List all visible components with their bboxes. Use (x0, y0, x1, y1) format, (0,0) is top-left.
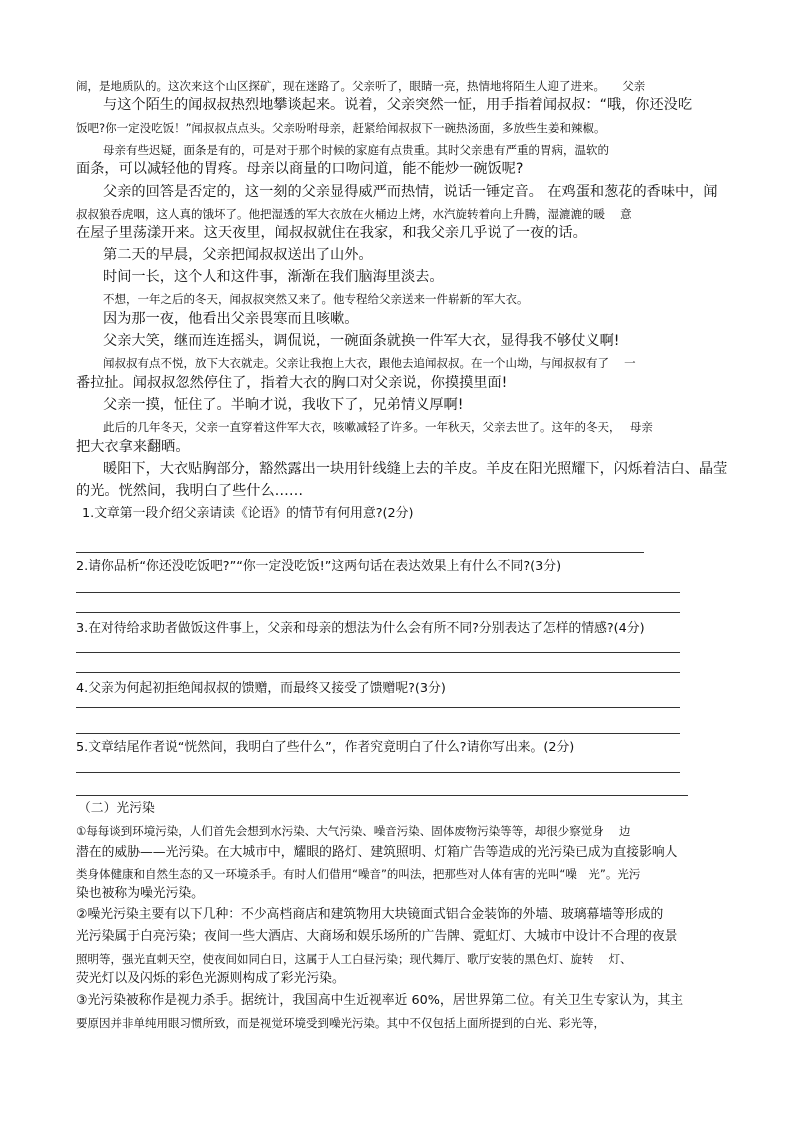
section-line: ③光污染被称作是视力杀手。据统计，我国高中生近视率近 60%，居世界第二位。有关卫生专家认为，其主 (76, 993, 684, 1008)
section-line: 照明等，强光直刺天空，使夜间如同白日，这属于人工白昼污染；现代舞厅、歌厅安装的黑色灯、旋转 灯、 (76, 952, 632, 966)
story-line: 饭吧?你一定没吃饭！”闻叔叔点点头。父亲吩咐母亲，赶紧给闻叔叔下一碗热汤面，多放些生姜和辣椒。 (76, 121, 606, 135)
story-line: 在屋子里荡漾开来。这天夜里，闻叔叔就住在我家，和我父亲几乎说了一夜的话。 (76, 225, 587, 241)
story-line: 母亲有些迟疑，面条是有的，可是对于那个时候的家庭有点贵重。其时父亲患有严重的胃病，温软的 (103, 143, 609, 157)
story-line: 父亲一摸，怔住了。半晌才说，我收下了，兄弟情义厚啊! (103, 397, 464, 413)
section-line: 染也被称为噪光污染。 (76, 886, 204, 901)
answer-line[interactable] (76, 733, 680, 734)
answer-line[interactable] (76, 707, 680, 708)
story-line: 暖阳下，大衣贴胸部分，豁然露出一块用针线缝上去的羊皮。羊皮在阳光照耀下，闪烁着洁白、晶莹 (103, 461, 728, 477)
section-line: 潜在的威胁——光污染。在大城市中，耀眼的路灯、建筑照明、灯箱广告等造成的光污染已成为直接影响人 (76, 845, 678, 860)
section-heading: （二）光污染 (78, 801, 155, 816)
answer-line[interactable] (76, 772, 680, 773)
answer-line[interactable] (76, 672, 680, 673)
story-line: 此后的几年冬天，父亲一直穿着这件军大衣，咳嗽减轻了许多。一年秋天，父亲去世了。这年的冬天， 母亲 (103, 420, 653, 434)
question-text: 2.请你品析“你还没吃饭吧?”“你一定没吃饭!”这两句话在表达效果上有什么不同?(3分) (76, 559, 562, 574)
story-line: 番拉扯。闻叔叔忽然停住了，指着大衣的胸口对父亲说，你摸摸里面! (76, 375, 508, 391)
story-line: 闹，是地质队的。这次来这个山区探矿，现在迷路了。父亲听了，眼睛一亮，热情地将陌生人迎了进来。 父亲 (76, 79, 646, 93)
question-text: 3.在对待给求助者做饭这件事上，父亲和母亲的想法为什么会有所不同?分别表达了怎样的情感?(4分) (76, 621, 645, 636)
story-line: 闻叔叔有点不悦，放下大衣就走。父亲让我抱上大衣，跟他去追闻叔叔。在一个山坳，与闻叔叔有了 一 (103, 356, 636, 370)
answer-line[interactable] (76, 612, 680, 613)
story-line: 因为那一夜，他看出父亲畏寒而且咳嗽。 (103, 311, 359, 327)
answer-line[interactable] (76, 552, 644, 553)
answer-line[interactable] (76, 795, 688, 796)
story-line: 父亲的回答是否定的，这一刻的父亲显得威严而热情，说话一锤定音。 在鸡蛋和葱花的香味中，闻 (103, 184, 718, 200)
section-line: 光污染属于白亮污染；夜间一些大酒店、大商场和娱乐场所的广告牌、霓虹灯、大城市中设计不合理的夜景 (76, 929, 678, 944)
answer-line[interactable] (76, 652, 680, 653)
story-line: 把大衣拿来翻晒。 (76, 439, 190, 455)
story-line: 与这个陌生的闻叔叔热烈地攀谈起来。说着，父亲突然一怔，用手指着闻叔叔：“哦，你还没吃 (103, 97, 693, 113)
answer-line[interactable] (76, 592, 680, 593)
question-text: 1.文章第一段介绍父亲请读《论语》的情节有何用意?(2分) (82, 506, 414, 521)
question-text: 5.文章结尾作者说“恍然间，我明白了些什么”，作者究竟明白了什么?请你写出来。(2分) (76, 740, 575, 755)
story-line: 第二天的早晨，父亲把闻叔叔送出了山外。 (103, 247, 373, 263)
story-line: 不想，一年之后的冬天，闻叔叔突然又来了。他专程给父亲送来一件崭新的军大衣。 (103, 292, 529, 306)
section-line: 荧光灯以及闪烁的彩色光源则构成了彩光污染。 (76, 971, 345, 986)
story-line: 父亲大笑，继而连连摇头，调侃说，一碗面条就换一件军大衣，显得我不够仗义啊! (103, 333, 620, 349)
section-line: ②噪光污染主要有以下几种：不少高档商店和建筑物用大块镜面式铝合金装饰的外墙、玻璃幕墙等形成的 (76, 907, 664, 922)
section-line: ①每每谈到环境污染，人们首先会想到水污染、大气污染、噪音污染、固体废物污染等等，却很少察觉身 边 (76, 824, 631, 838)
question-text: 4.父亲为何起初拒绝闻叔叔的馈赠，而最终又接受了馈赠呢?(3分) (76, 681, 446, 696)
story-line: 面条，可以减轻他的胃疼。母亲以商量的口吻问道，能不能炒一碗饭呢? (76, 161, 524, 177)
section-line: 要原因并非单纯用眼习惯所致，而是视觉环境受到噪光污染。其中不仅包括上面所提到的白光、彩光等， (76, 1016, 605, 1030)
story-line: 的光。恍然间，我明白了些什么…… (76, 483, 304, 499)
story-line: 叔叔狼吞虎咽，这人真的饿坏了。他把湿透的军大衣放在火桶边上烤，水汽旋转着向上升腾，湿漉漉的暖 意 (76, 207, 632, 221)
story-line: 时间一长，这个人和这件事，渐渐在我们脑海里淡去。 (103, 269, 444, 285)
section-line: 类身体健康和自然生态的又一环境杀手。有时人们借用“噪音”的叫法，把那些对人体有害的光叫“噪 光”。光污 (76, 867, 641, 881)
